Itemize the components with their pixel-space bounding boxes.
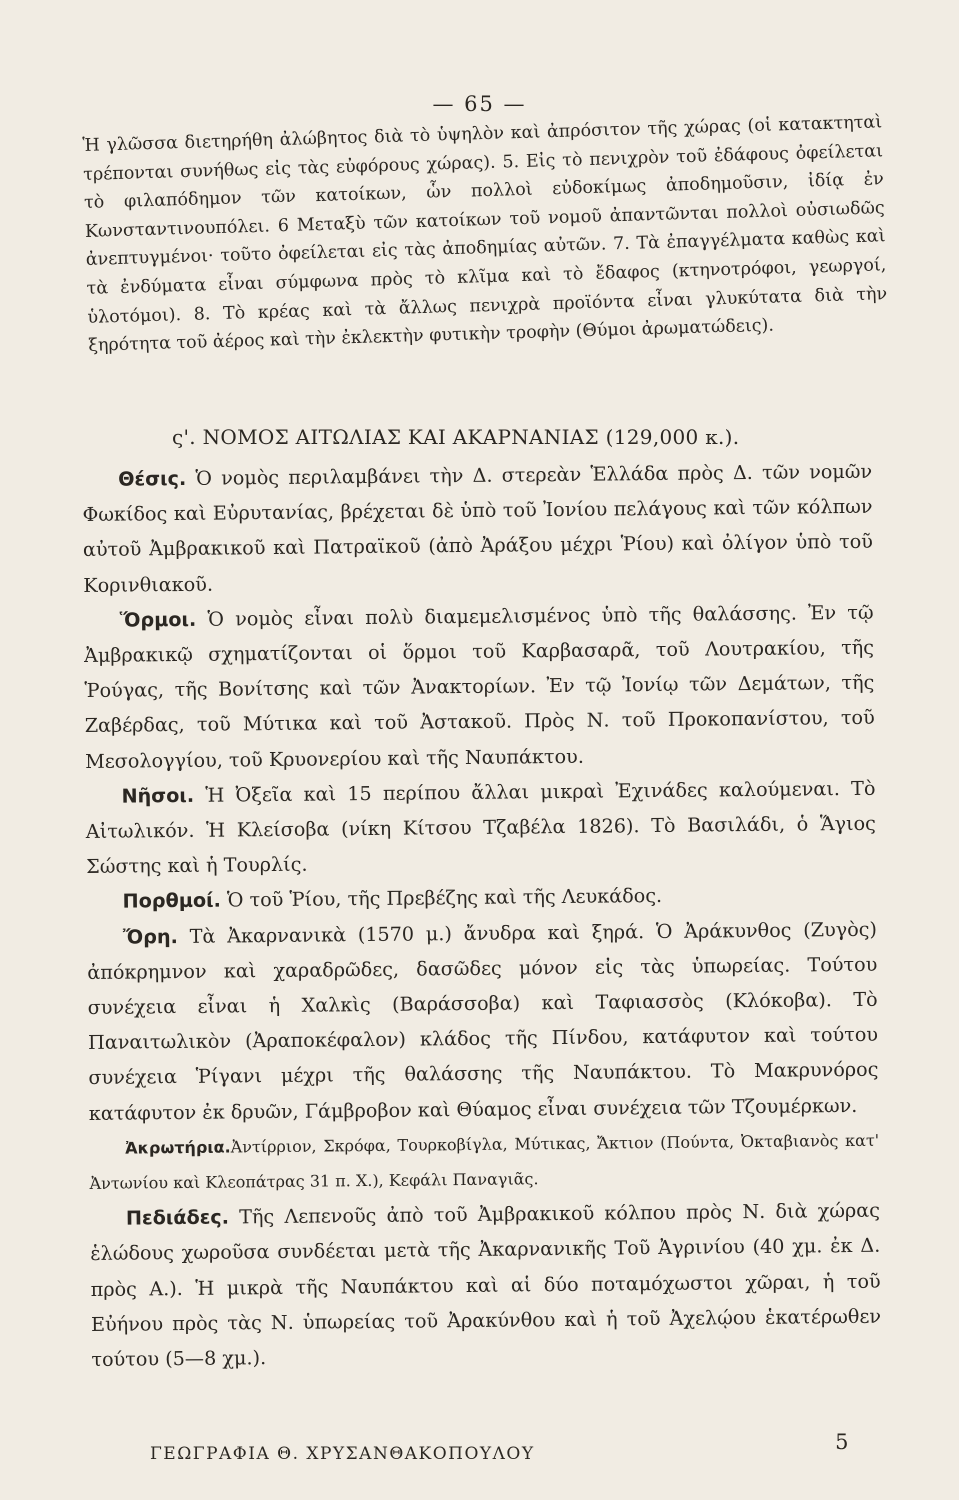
page-footer — [150, 1430, 850, 1464]
paragraph-mountains — [87, 911, 879, 1130]
paragraph-islands — [85, 771, 876, 885]
paragraph-heading: Νῆσοι. — [121, 783, 195, 808]
paragraph-text: Ἡ Ὀξεῖα καὶ 15 περίπου ἄλλαι μικραὶ Ἐχινάδες καλούμεναι. Τὸ Αἰτωλικόν. Ἡ Κλείσοβα (νίκη Κίτσου Τζαβέλα 1826). Τὸ Βασιλάδι, ὁ Ἅγιος Σώστης καὶ ἡ Τουρλίς. — [85, 776, 876, 879]
paragraph-location — [82, 454, 873, 603]
paragraph-heading: Θέσις. — [118, 466, 187, 491]
paragraph-capes — [89, 1123, 880, 1202]
paragraph-text: Ἀντίρριον, Σκρόφα, Τουρκοβίγλα, Μύτικας, Ἄκτιον (Πούντα, Ὀκταβιανὸς κατ' Ἀντωνίου καὶ Κλεοπάτρας 31 π. Χ.), Κεφάλι Παναγιᾶς. — [89, 1130, 880, 1194]
paragraph-text: Ὁ τοῦ Ῥίου, τῆς Πρεβέζης καὶ τῆς Λευκάδος. — [220, 884, 663, 913]
page-number: — 65 — — [432, 92, 527, 116]
paragraph-text: Ὁ νομὸς περιλαμβάνει τὴν Δ. στερεὰν Ἑλλάδα πρὸς Δ. τῶν νομῶν Φωκίδος καὶ Εὐρυτανίας, βρέχεται δὲ ὑπὸ τοῦ Ἰονίου πελάγους καὶ τῶν κόλπων αὐτοῦ Ἀμβρακικοῦ καὶ Πατραϊκοῦ (ἀπὸ Ἀράξου μέχρι Ῥίου) καὶ ὀλίγον ὑπὸ τοῦ Κορινθιακοῦ. — [82, 459, 873, 597]
footer-book-title: ΓΕΩΓΡΑΦΙΑ Θ. ΧΡΥΣΑΝΘΑΚΟΠΟΥΛΟΥ — [150, 1444, 535, 1464]
paragraph-heading: Πορθμοί. — [122, 889, 221, 914]
section-body — [82, 454, 882, 1378]
paragraph-bays — [83, 595, 875, 779]
paragraph-heading: Πεδιάδες. — [125, 1205, 230, 1230]
paragraph-text: Ὁ νομὸς εἶναι πολὺ διαμεμελισμένος ὑπὸ τῆς θαλάσσης. Ἐν τῷ Ἀμβρακικῷ σχηματίζονται οἱ ὅρμοι τοῦ Καρβασαρᾶ, τοῦ Λουτρακίου, τῆς Ῥούγας, τῆς Βονίτσης καὶ τῶν Ἀνακτορίων. Ἐν τῷ Ἰονίῳ τῶν Δεμάτων, τῆς Ζαβέρδας, τοῦ Μύτικα καὶ τοῦ Ἀστακοῦ. Πρὸς Ν. τοῦ Προκοπανίστου, τοῦ Μεσολογγίου, τοῦ Κρυονερίου καὶ τῆς Ναυπάκτου. — [83, 600, 875, 773]
paragraph-heading: Ὄρη. — [122, 924, 178, 949]
paragraph-text: Τῆς Λεπενοῦς ἀπὸ τοῦ Ἀμβρακικοῦ κόλπου πρὸς Ν. διὰ χώρας ἑλώδους χωροῦσα συνδέεται μετὰ τῆς Ἀκαρνανικῆς Τοῦ Ἀγρινίου (40 χμ. ἐκ Δ. πρὸς Α.). Ἡ μικρὰ τῆς Ναυπάκτου καὶ αἱ δύο ποταμόχωστοι χῶραι, ἡ τοῦ Εὐήνου πρὸς τὰς Ν. ὑπωρείας τοῦ Ἀρακύνθου καὶ ἡ τοῦ Ἀχελῴου ἑκατέρωθεν τούτου (5—8 χμ.). — [90, 1198, 882, 1372]
paragraph-heading: Ἀκρωτήρια. — [125, 1137, 231, 1158]
section-title: ς'. ΝΟΜΟΣ ΑΙΤΩΛΙΑΣ ΚΑΙ ΑΚΑΡΝΑΝΙΑΣ (129,000 κ.). — [172, 425, 740, 449]
footer-signature-mark: 5 — [835, 1430, 850, 1454]
intro-paragraph: Ἡ γλῶσσα διετηρήθη ἀλώβητος διὰ τὸ ὑψηλὸν καὶ ἀπρόσιτον τῆς χώρας (οἱ κατακτηταὶ τρέπονται συνήθως εἰς τὰς εὐφόρους χώρας). 5. Εἰς τὸ πενιχρὸν τοῦ ἐδάφους ὀφείλεται τὸ φιλαπόδημον τῶν κατοίκων, ὧν πολλοὶ εὐδοκίμως ἀποδημοῦσιν, ἰδίᾳ ἐν Κωνσταντινουπόλει. 6 Μεταξὺ τῶν κατοίκων τοῦ νομοῦ ἀπαντῶνται πολλοὶ οὐσιωδῶς ἀνεπτυγμένοι· τοῦτο ὀφείλεται εἰς τὰς ἀποδημίας αὐτῶν. 7. Τὰ ἐπαγγέλματα καθὼς καὶ τὰ ἐνδύματα εἶναι σύμφωνα πρὸς τὸ κλῖμα καὶ τὸ ἔδαφος (κτηνοτρόφοι, γεωργοί, ὑλοτόμοι). 8. Τὸ κρέας καὶ τὰ ἄλλως πενιχρὰ προϊόντα εἶναι γλυκύτατα διὰ τὴν ξηρότητα τοῦ ἀέρος καὶ τὴν ἐκλεκτὴν φυτικὴν τροφὴν (Θύμοι ἀρωματώδεις). — [82, 112, 888, 357]
paragraph-heading: Ὅρμοι. — [119, 607, 197, 632]
paragraph-text: Τὰ Ἀκαρνανικὰ (1570 μ.) ἄνυδρα καὶ ξηρά. Ὁ Ἀράκυνθος (Ζυγὸς) ἀπόκρημνον καὶ χαραδρῶδες, δασῶδες μόνον εἰς τὰς ὑπωρείας. Τούτου συνέχεια εἶναι ἡ Χαλκὶς (Βαράσσοβα) καὶ Ταφιασσὸς (Κλόκοβα). Τὸ Παναιτωλικὸν (Ἀραποκέφαλον) κλάδος τῆς Πίνδου, κατάφυτον καὶ τούτου συνέχεια Ῥίγανι μέχρι τῆς θαλάσσης τῆς Ναυπάκτου. Τὸ Μακρυνόρος κατάφυτον ἐκ δρυῶν, Γάμβροβον καὶ Θύαμος εἶναι συνέχεια τῶν Τζουμέρκων. — [87, 917, 879, 1125]
paragraph-plains — [90, 1193, 882, 1377]
